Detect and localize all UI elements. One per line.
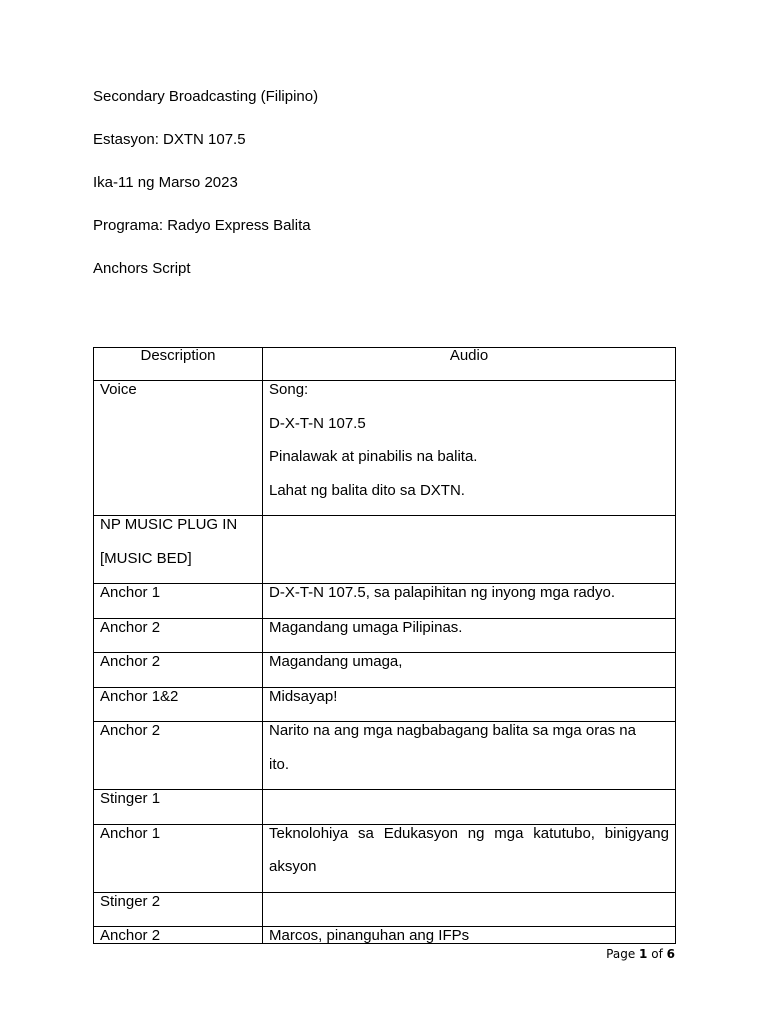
audio-cell [263, 892, 676, 927]
page-label: Page [606, 947, 636, 961]
description-cell [94, 824, 263, 892]
description-text: Stinger 2 [100, 892, 161, 910]
description-text: [MUSIC BED] [100, 549, 192, 567]
table-row [94, 381, 676, 516]
audio-cell [263, 927, 676, 944]
audio-text: ito. [269, 755, 290, 773]
page-total: 6 [666, 947, 675, 961]
description-text: Anchor 1 [100, 584, 161, 601]
description-text: Anchor 1&2 [100, 687, 179, 705]
page-current: 1 [639, 947, 648, 961]
audio-cell [263, 584, 676, 619]
description-cell [94, 653, 263, 688]
audio-text: Marcos, pinanguhan ang IFPs [269, 927, 470, 944]
date-line: Ika-11 ng Marso 2023 [93, 174, 238, 191]
audio-cell [263, 618, 676, 653]
description-text: Anchor 1 [100, 824, 161, 842]
audio-cell [263, 722, 676, 790]
table-row [94, 687, 676, 722]
table-row [94, 790, 676, 825]
description-text: Anchor 2 [100, 618, 161, 636]
audio-text: Magandang umaga, [269, 653, 403, 670]
table-row [94, 927, 676, 944]
document-title: Secondary Broadcasting (Filipino) [93, 88, 319, 105]
page-indicator [606, 947, 675, 961]
description-cell [94, 618, 263, 653]
table-row [94, 892, 676, 927]
table-row [94, 618, 676, 653]
description-text: NP MUSIC PLUG IN [100, 516, 238, 533]
description-cell [94, 927, 263, 944]
table-header-row [94, 348, 676, 381]
description-text: Anchor 2 [100, 653, 161, 670]
table-row [94, 516, 676, 584]
column-header-audio: Audio [263, 348, 676, 381]
audio-cell [263, 824, 676, 892]
table-row [94, 824, 676, 892]
description-cell [94, 584, 263, 619]
audio-cell [263, 653, 676, 688]
description-cell [94, 892, 263, 927]
description-cell [94, 516, 263, 584]
table-row [94, 653, 676, 688]
audio-text: Narito na ang mga nagbabagang balita sa mga oras na [269, 722, 636, 739]
audio-cell [263, 687, 676, 722]
description-text: Stinger 1 [100, 790, 161, 807]
program-line: Programa: Radyo Express Balita [93, 217, 311, 234]
description-text: Anchor 2 [100, 927, 161, 944]
column-header-description: Description [94, 348, 263, 381]
audio-text: Lahat ng balita dito sa DXTN. [269, 481, 465, 499]
table-row [94, 584, 676, 619]
audio-text: Magandang umaga Pilipinas. [269, 618, 463, 636]
audio-text: Song: [269, 381, 309, 398]
description-text: Anchor 2 [100, 722, 161, 739]
audio-text: D-X-T-N 107.5 [269, 414, 366, 432]
station-line: Estasyon: DXTN 107.5 [93, 131, 246, 148]
description-text: Voice [100, 381, 137, 398]
of-label: of [651, 947, 663, 961]
audio-text: Midsayap! [269, 687, 338, 705]
audio-cell [263, 381, 676, 516]
audio-text: Teknolohiya sa Edukasyon ng mga katutubo, binigyang [269, 824, 669, 842]
audio-cell [263, 790, 676, 825]
script-type-line: Anchors Script [93, 260, 191, 277]
script-table [93, 347, 676, 944]
audio-cell [263, 516, 676, 584]
description-cell [94, 722, 263, 790]
description-cell [94, 687, 263, 722]
description-cell [94, 790, 263, 825]
audio-text: D-X-T-N 107.5, sa palapihitan ng inyong mga radyo. [269, 584, 616, 601]
audio-text: Pinalawak at pinabilis na balita. [269, 448, 478, 465]
description-cell [94, 381, 263, 516]
audio-text: aksyon [269, 858, 317, 875]
table-row [94, 722, 676, 790]
